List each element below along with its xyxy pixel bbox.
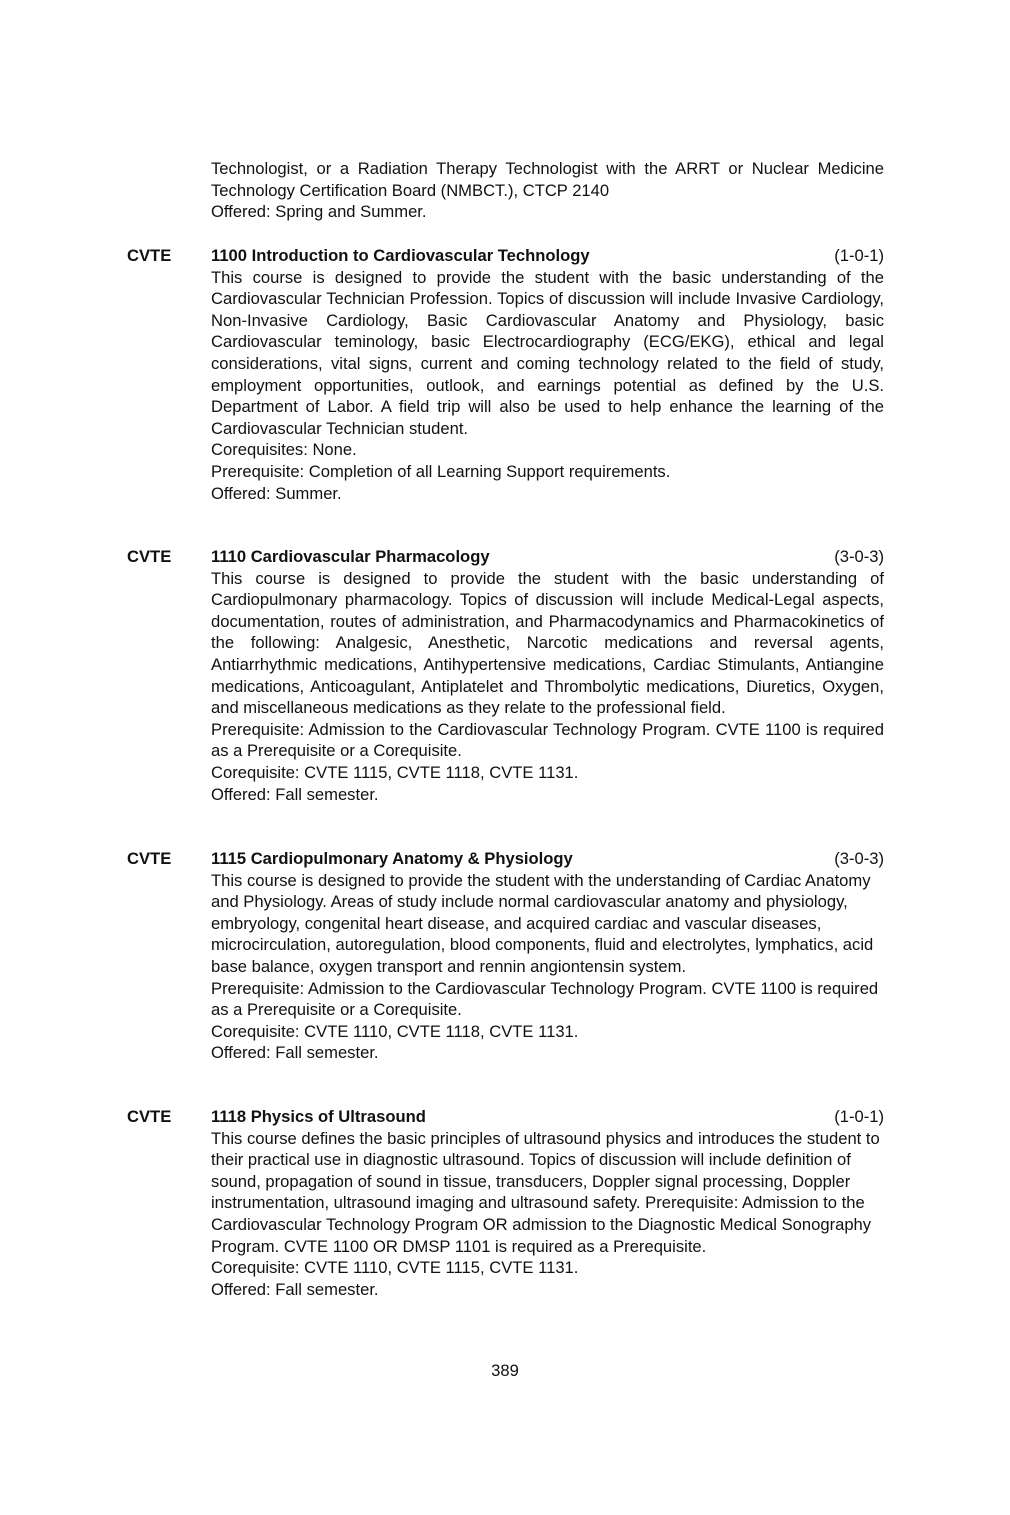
course-description: This course is designed to provide the student with the basic understanding of the Cardiovascular Technician Profession. Topics of discussion will include Invasive Cardiology, Non-Invasive Cardiology, Basic Cardiovascular Anatomy and Physiology, basic Cardiovascular teminology, basic Electrocardiography (ECG/EKG), ethical and legal considerations, vital signs, current and coming technology related to the field of study, employment opportunities, outlook, and earnings potential as defined by the U.S. Department of Labor. A field trip will also be used to help enhance the learning of the Cardiovascular Technician student. (211, 267, 884, 438)
course-corequisite: Corequisite: CVTE 1110, CVTE 1115, CVTE 1131. (211, 1258, 579, 1278)
course-description: This course is designed to provide the student with the basic understanding of Cardiopulmonary pharmacology. Topics of discussion will include Medical-Legal aspects, documentation, routes of administration, and Pharmacodynamics and Pharmacokinetics of the following: Analgesic, Anesthetic, Narcotic medications and reversal agents, Antiarrhythmic medications, Antihypertensive medications, Cardiac Stimulants, Antiangine medications, Anticoagulant, Antiplatelet and Thrombolytic medications, Diuretics, Oxygen, and miscellaneous medications as they relate to the professional field. (211, 568, 884, 718)
course-prerequisite: Prerequisite: Admission to the Cardiovascular Technology Program. CVTE 1100 is required as a Prerequisite or a Corequisite. (211, 978, 879, 1020)
course-credits: (3-0-3) (834, 849, 884, 868)
intro-continuation (211, 158, 884, 223)
course-offered: Offered: Fall semester. (211, 1279, 379, 1299)
course-header (127, 1106, 884, 1128)
intro-text: Technologist, or a Radiation Therapy Technologist with the ARRT or Nuclear Medicine Technology Certification Board (NMBCT.), CTCP 2140 (211, 159, 884, 200)
course-dept: CVTE (127, 547, 172, 566)
course-credits: (1-0-1) (834, 1107, 884, 1126)
course-header (127, 848, 884, 870)
course-description: This course is designed to provide the student with the understanding of Cardiac Anatomy and Physiology. Areas of study include normal cardiovascular anatomy and physiology, embryology, congenital heart disease, and acquired cardiac and vascular diseases, microcirculation, autoregulation, blood components, fluid and electrolytes, lymphatics, acid base balance, oxygen transport and rennin angiontensin system. (211, 870, 874, 976)
course-dept: CVTE (127, 1107, 172, 1126)
course-offered: Offered: Fall semester. (211, 784, 379, 804)
course-offered: Offered: Fall semester. (211, 1043, 379, 1063)
course-body (211, 870, 884, 1064)
page-number: 389 (491, 1361, 519, 1380)
course-offered: Offered: Summer. (211, 483, 342, 503)
course-entry-cvte-1115 (127, 848, 884, 1064)
course-prerequisite: Prerequisite: Completion of all Learning Support requirements. (211, 461, 671, 481)
course-body (211, 1128, 884, 1301)
course-corequisites: Corequisites: None. (211, 440, 357, 460)
course-description: This course defines the basic principles of ultrasound physics and introduces the student to their practical use in diagnostic ultrasound. Topics of discussion will include definition of sound, propagation of sound in tissue, transducers, Doppler signal processing, Doppler instrumentation, ultrasound imaging and ultrasound safety. Prerequisite: Admission to the Cardiovascular Technology Program OR admission to the Diagnostic Medical Sonography Program. CVTE 1100 OR DMSP 1101 is required as a Prerequisite. (211, 1128, 880, 1256)
course-title: 1115 Cardiopulmonary Anatomy & Physiology (211, 849, 573, 868)
course-corequisite: Corequisite: CVTE 1110, CVTE 1118, CVTE 1131. (211, 1021, 579, 1041)
course-title: 1118 Physics of Ultrasound (211, 1107, 426, 1126)
course-body (211, 267, 884, 505)
course-title: 1110 Cardiovascular Pharmacology (211, 547, 490, 566)
course-entry-cvte-1118 (127, 1106, 884, 1300)
course-body (211, 568, 884, 806)
course-corequisite: Corequisite: CVTE 1115, CVTE 1118, CVTE 1131. (211, 762, 579, 782)
course-prerequisite: Prerequisite: Admission to the Cardiovascular Technology Program. CVTE 1100 is required as a Prerequisite or a Corequisite. (211, 719, 884, 761)
course-credits: (1-0-1) (834, 246, 884, 265)
course-header (127, 546, 884, 568)
course-dept: CVTE (127, 849, 172, 868)
course-header (127, 245, 884, 267)
course-entry-cvte-1110 (127, 546, 884, 805)
course-dept: CVTE (127, 246, 172, 265)
course-credits: (3-0-3) (834, 547, 884, 566)
course-title: 1100 Introduction to Cardiovascular Technology (211, 246, 590, 265)
intro-offered: Offered: Spring and Summer. (211, 202, 427, 222)
course-entry-cvte-1100 (127, 245, 884, 504)
